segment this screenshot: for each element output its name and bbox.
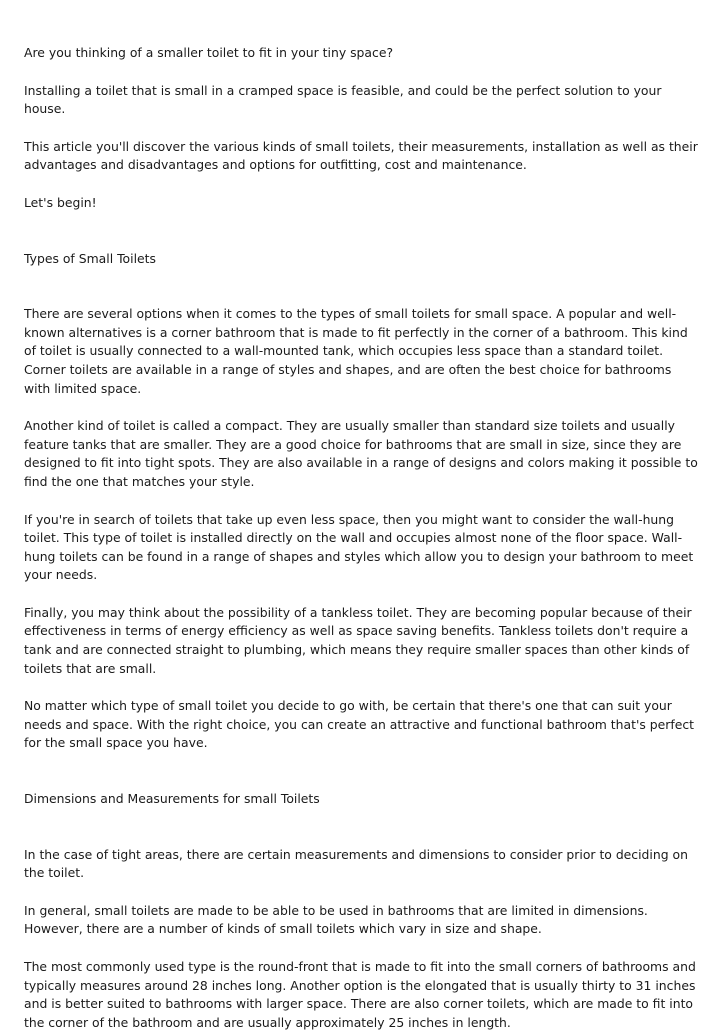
types-paragraph-1: There are several options when it comes to the types of small toilets for small space. A popular and well-known alternatives is a corner bathroom that is made to fit perfectly in the corner of a bathroom. This kind of toilet is usually connected to a wall-mounted tank, which occupies less space than a standard toilet. Corner toilets are available in a range of styles and shapes, and are often the best choice for bathrooms with limited space. [24, 306, 688, 396]
types-paragraph-3: If you're in search of toilets that take up even less space, then you might want to consider the wall-hung toilet. This type of toilet is installed directly on the wall and occupies almost none of the floor space. Wall-hung toilets can be found in a range of shapes and styles which allow you to design your bathroom to meet your needs. [24, 511, 694, 583]
dimensions-paragraph-2: In general, small toilets are made to be able to be used in bathrooms that are limited in dimensions. However, there are a number of kinds of small toilets which vary in size and shape. [24, 902, 648, 937]
intro-paragraph-2: Installing a toilet that is small in a cramped space is feasible, and could be the perfect solution to your house. [24, 82, 662, 117]
dimensions-paragraph-1: In the case of tight areas, there are certain measurements and dimensions to consider prior to deciding on the toilet. [24, 846, 688, 881]
intro-paragraph-3: This article you'll discover the various kinds of small toilets, their measurements, installation as well as their advantages and disadvantages and options for outfitting, cost and maintenance. [24, 138, 698, 173]
types-paragraph-5: No matter which type of small toilet you decide to go with, be certain that there's one that can suit your needs and space. With the right choice, you can create an attractive and functional bathroom that's perfect for the small space you have. [24, 698, 694, 751]
intro-paragraph-4: Let's begin! [24, 194, 97, 210]
types-paragraph-4: Finally, you may think about the possibility of a tankless toilet. They are becoming popular because of their effectiveness in terms of energy efficiency as well as space saving benefits. Tankless toilets don't require a tank and are connected straight to plumbing, which means they require smaller spaces than other kinds of toilets that are small. [24, 604, 692, 676]
section-heading-types: Types of Small Toilets [24, 250, 156, 266]
dimensions-paragraph-3: The most commonly used type is the round-front that is made to fit into the small corners of bathrooms and typically measures around 28 inches long. Another option is the elongated that is usually thirty to 31 inches and is better suited to bathrooms with larger space. There are also corner toilets, which are made to fit into the corner of the bathroom and are usually approximately 25 inches in length. [24, 959, 696, 1030]
intro-paragraph-1: Are you thinking of a smaller toilet to fit in your tiny space? [24, 45, 394, 60]
types-paragraph-2: Another kind of toilet is called a compact. They are usually smaller than standard size toilets and usually feature tanks that are smaller. They are a good choice for bathrooms that are small in size, since they are designed to fit into tight spots. They are also available in a range of designs and colors making it possible to find the one that matches your style. [24, 418, 698, 489]
section-heading-dimensions: Dimensions and Measurements for small Toilets [24, 791, 320, 807]
